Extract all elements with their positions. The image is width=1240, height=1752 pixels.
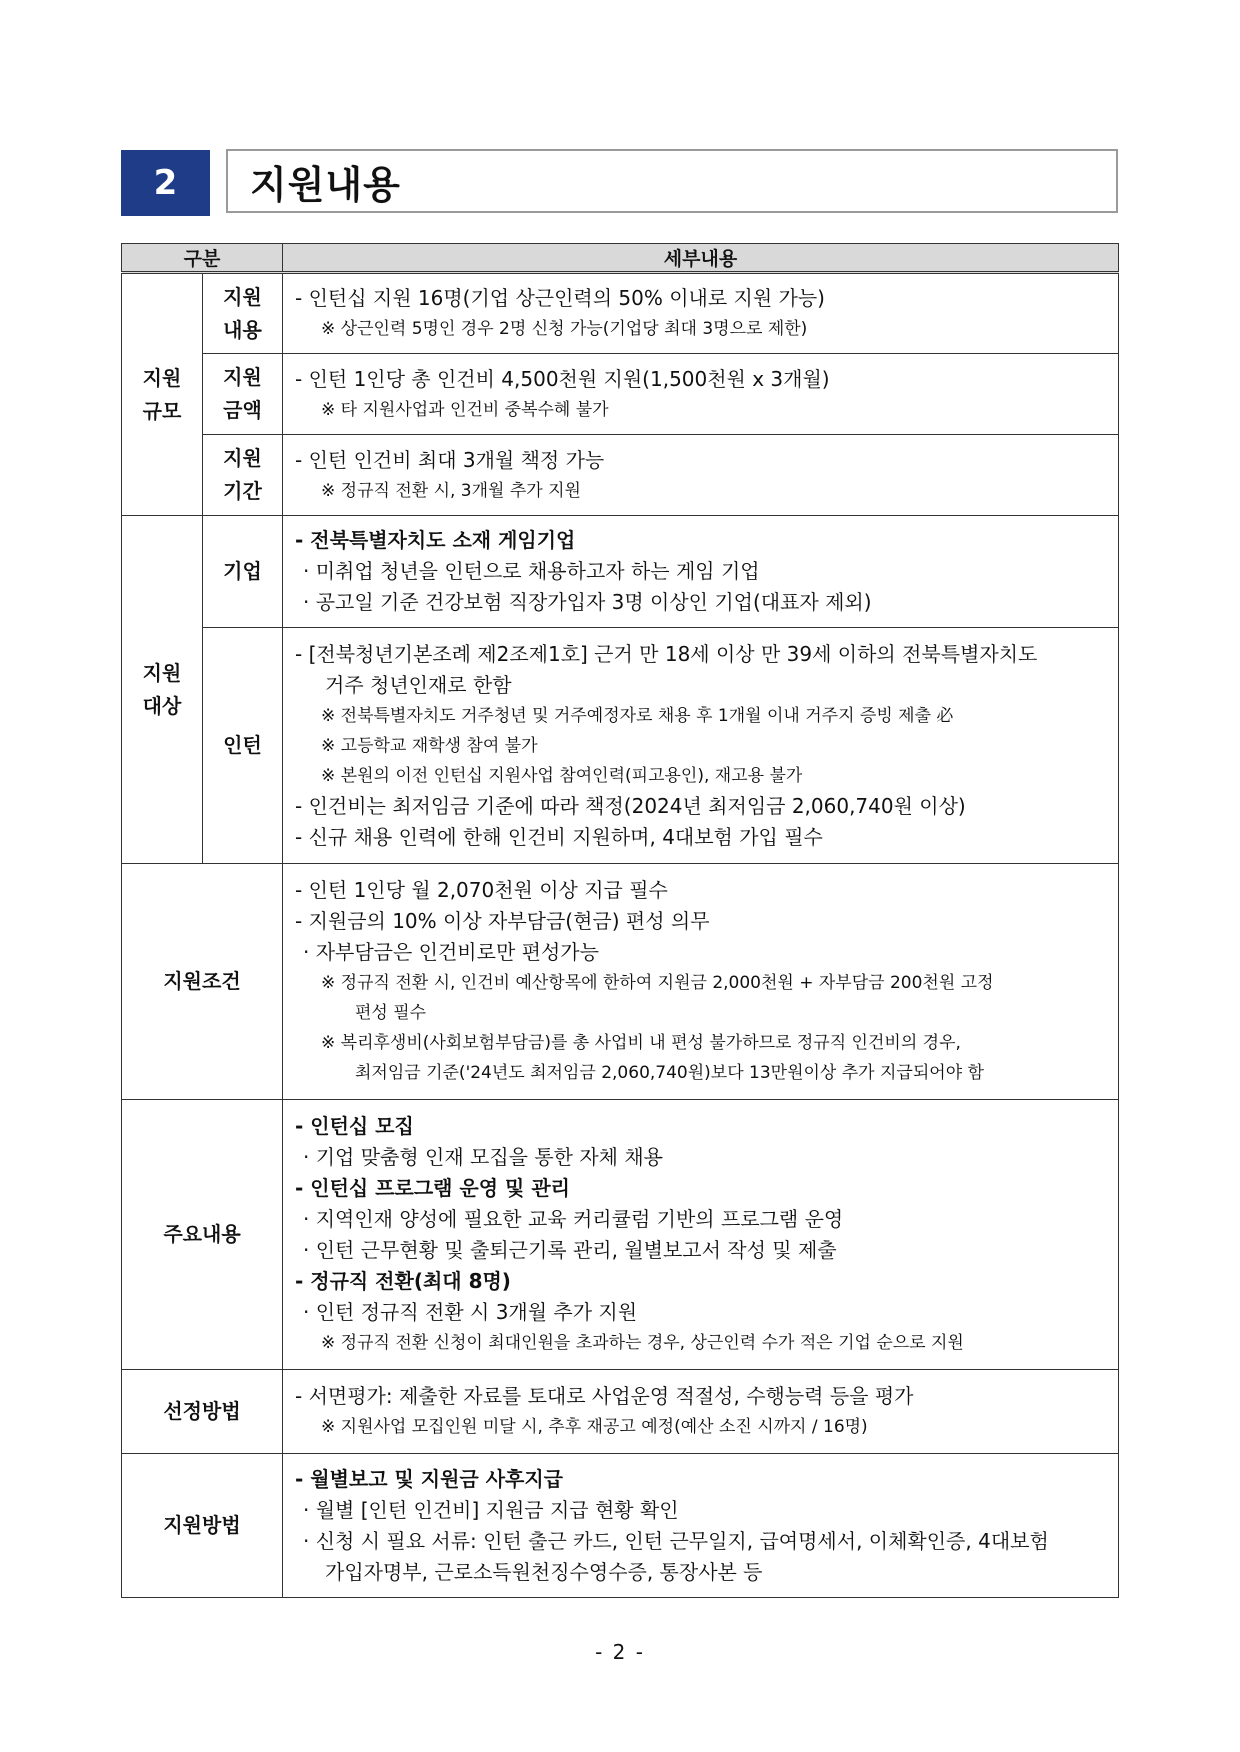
table-row [122, 435, 1119, 516]
table-row [122, 1100, 1119, 1370]
table-row [122, 1370, 1119, 1454]
scale-amount-detail: - 인턴 1인당 총 인건비 4,500천원 지원(1,500천원 x 3개월) ※ 타 지원사업과 인건비 중복수혜 불가 [283, 354, 1119, 435]
table-row [122, 516, 1119, 628]
target-company-detail: - 전북특별자치도 소재 게임기업 · 미취업 청년을 인턴으로 채용하고자 하는 게임 기업 · 공고일 기준 건강보험 직장가입자 3명 이상인 기업(대표자 제외) [283, 516, 1119, 628]
table-header-row [122, 244, 1119, 273]
conditions-detail: - 인턴 1인당 월 2,070천원 이상 지급 필수 - 지원금의 10% 이상 자부담금(현금) 편성 의무 · 자부담금은 인건비로만 편성가능 ※ 정규직 전환 시, 인건비 예산항목에 한하여 지원금 2,000천원 + 자부담금 200천원 고정 편성 필수 ※ 복리후생비(사회보험부담금)를 총 사업비 내 편성 불가하므로 정규직 인건비의 경우, 최저임금 기준('24년도 최저임금 2,060,740원)보다 13만원이상 추가 지급되어야 함 [283, 864, 1119, 1100]
scale-label: 지원 규모 [122, 273, 203, 516]
method-detail: - 월별보고 및 지원금 사후지급 · 월별 [인턴 인건비] 지원금 지급 현황 확인 · 신청 시 필요 서류: 인턴 출근 카드, 인턴 근무일지, 급여명세서, 이체확인증, 4대보험 가입자명부, 근로소득원천징수영수증, 통장사본 등 [283, 1454, 1119, 1598]
table-row [122, 628, 1119, 864]
selection-label: 선정방법 [122, 1370, 283, 1454]
scale-period-detail: - 인턴 인건비 최대 3개월 책정 가능 ※ 정규직 전환 시, 3개월 추가 지원 [283, 435, 1119, 516]
target-intern-label: 인턴 [203, 628, 283, 864]
table-row [122, 1454, 1119, 1598]
table-row [122, 273, 1119, 354]
scale-content-detail: - 인턴십 지원 16명(기업 상근인력의 50% 이내로 지원 가능) ※ 상근인력 5명인 경우 2명 신청 가능(기업당 최대 3명으로 제한) [283, 273, 1119, 354]
main-content-detail: - 인턴십 모집 · 기업 맞춤형 인재 모집을 통한 자체 채용 - 인턴십 프로그램 운영 및 관리 · 지역인재 양성에 필요한 교육 커리큘럼 기반의 프로그램 운영 · 인턴 근무현황 및 출퇴근기록 관리, 월별보고서 작성 및 제출 - 정규직 전환(최대 8명) · 인턴 정규직 전환 시 3개월 추가 지원 ※ 정규직 전환 신청이 최대인원을 초과하는 경우, 상근인력 수가 적은 기업 순으로 지원 [283, 1100, 1119, 1370]
target-intern-detail: - [전북청년기본조례 제2조제1호] 근거 만 18세 이상 만 39세 이하의 전북특별자치도 거주 청년인재로 한함 ※ 전북특별자치도 거주청년 및 거주예정자로 채용 후 1개월 이내 거주지 증빙 제출 必 ※ 고등학교 재학생 참여 불가 ※ 본원의 이전 인턴십 지원사업 참여인력(피고용인), 재고용 불가 - 인건비는 최저임금 기준에 따라 책정(2024년 최저임금 2,060,740원 이상) - 신규 채용 인력에 한해 인건비 지원하며, 4대보험 가입 필수 [283, 628, 1119, 864]
section-title: 지원내용 [226, 149, 1118, 213]
scale-period-label: 지원 기간 [203, 435, 283, 516]
target-company-label: 기업 [203, 516, 283, 628]
header-detail: 세부내용 [283, 244, 1119, 273]
method-label: 지원방법 [122, 1454, 283, 1598]
table-row [122, 354, 1119, 435]
page-number: - 2 - [595, 1640, 645, 1664]
table-row [122, 864, 1119, 1100]
main-content-label: 주요내용 [122, 1100, 283, 1370]
conditions-label: 지원조건 [122, 864, 283, 1100]
section-number: 2 [121, 150, 210, 216]
selection-detail: - 서면평가: 제출한 자료를 토대로 사업운영 적절성, 수행능력 등을 평가 ※ 지원사업 모집인원 미달 시, 추후 재공고 예정(예산 소진 시까지 / 16명) [283, 1370, 1119, 1454]
target-label: 지원 대상 [122, 516, 203, 864]
scale-amount-label: 지원 금액 [203, 354, 283, 435]
scale-content-label: 지원 내용 [203, 273, 283, 354]
header-category: 구분 [122, 244, 283, 273]
support-content-table [121, 243, 1119, 1598]
